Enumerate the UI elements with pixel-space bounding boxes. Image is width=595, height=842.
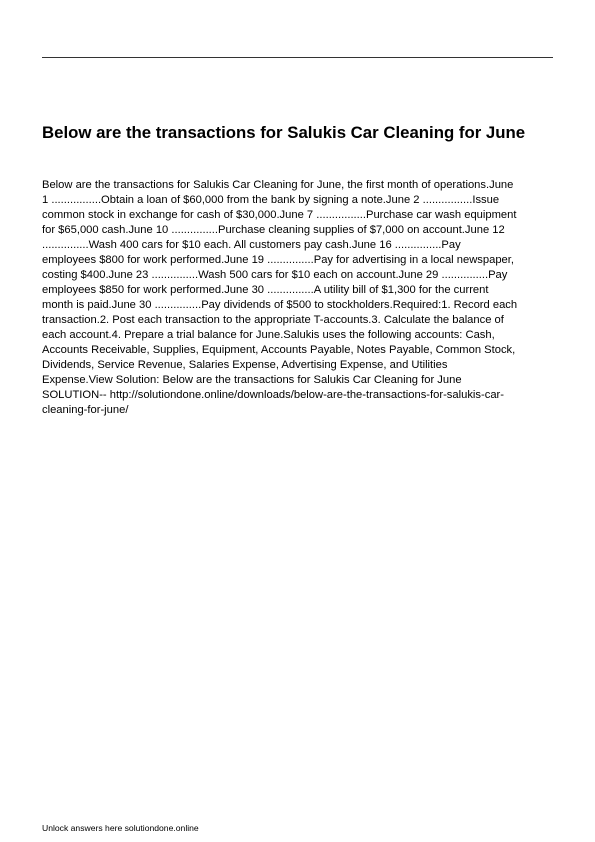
body-line: Dividends, Service Revenue, Salaries Expense, Advertising Expense, and Utilities	[42, 359, 448, 371]
body-line: employees $850 for work performed.June 30 ...............A utility bill of $1,300 for the current	[42, 284, 489, 296]
body-line: Accounts Receivable, Supplies, Equipment, Accounts Payable, Notes Payable, Common Stock,	[42, 344, 516, 356]
body-line: common stock in exchange for cash of $30,000.June 7 ................Purchase car wash equipment	[42, 209, 517, 221]
body-line: each account.4. Prepare a trial balance for June.Salukis uses the following accounts: Cash,	[42, 329, 495, 341]
body-line: Expense.View Solution: Below are the transactions for Salukis Car Cleaning for June	[42, 374, 462, 386]
document-title: Below are the transactions for Salukis Car Cleaning for June	[42, 123, 526, 142]
body-line: Below are the transactions for Salukis Car Cleaning for June, the first month of operations.June	[42, 179, 514, 191]
header-divider	[42, 57, 553, 58]
solution-link-line[interactable]: cleaning-for-june/	[42, 404, 129, 416]
footer-unlock-note: Unlock answers here solutiondone.online	[42, 823, 199, 833]
body-line: 1 ................Obtain a loan of $60,000 from the bank by signing a note.June 2 ................Issue	[42, 194, 500, 206]
body-line: ...............Wash 400 cars for $10 each. All customers pay cash.June 16 ...............Pay	[42, 239, 461, 251]
body-line: for $65,000 cash.June 10 ...............Purchase cleaning supplies of $7,000 on account.June 12	[42, 224, 505, 236]
solution-link-line[interactable]: SOLUTION-- http://solutiondone.online/downloads/below-are-the-transactions-for-salukis-car-	[42, 389, 504, 401]
body-line: transaction.2. Post each transaction to the appropriate T-accounts.3. Calculate the balance of	[42, 314, 504, 326]
body-line: month is paid.June 30 ...............Pay dividends of $500 to stockholders.Required:1. Record each	[42, 299, 518, 311]
document-body	[42, 178, 554, 418]
body-line: employees $800 for work performed.June 19 ...............Pay for advertising in a local newspaper,	[42, 254, 514, 266]
body-line: costing $400.June 23 ...............Wash 500 cars for $10 each on account.June 29 ...............Pay	[42, 269, 508, 281]
